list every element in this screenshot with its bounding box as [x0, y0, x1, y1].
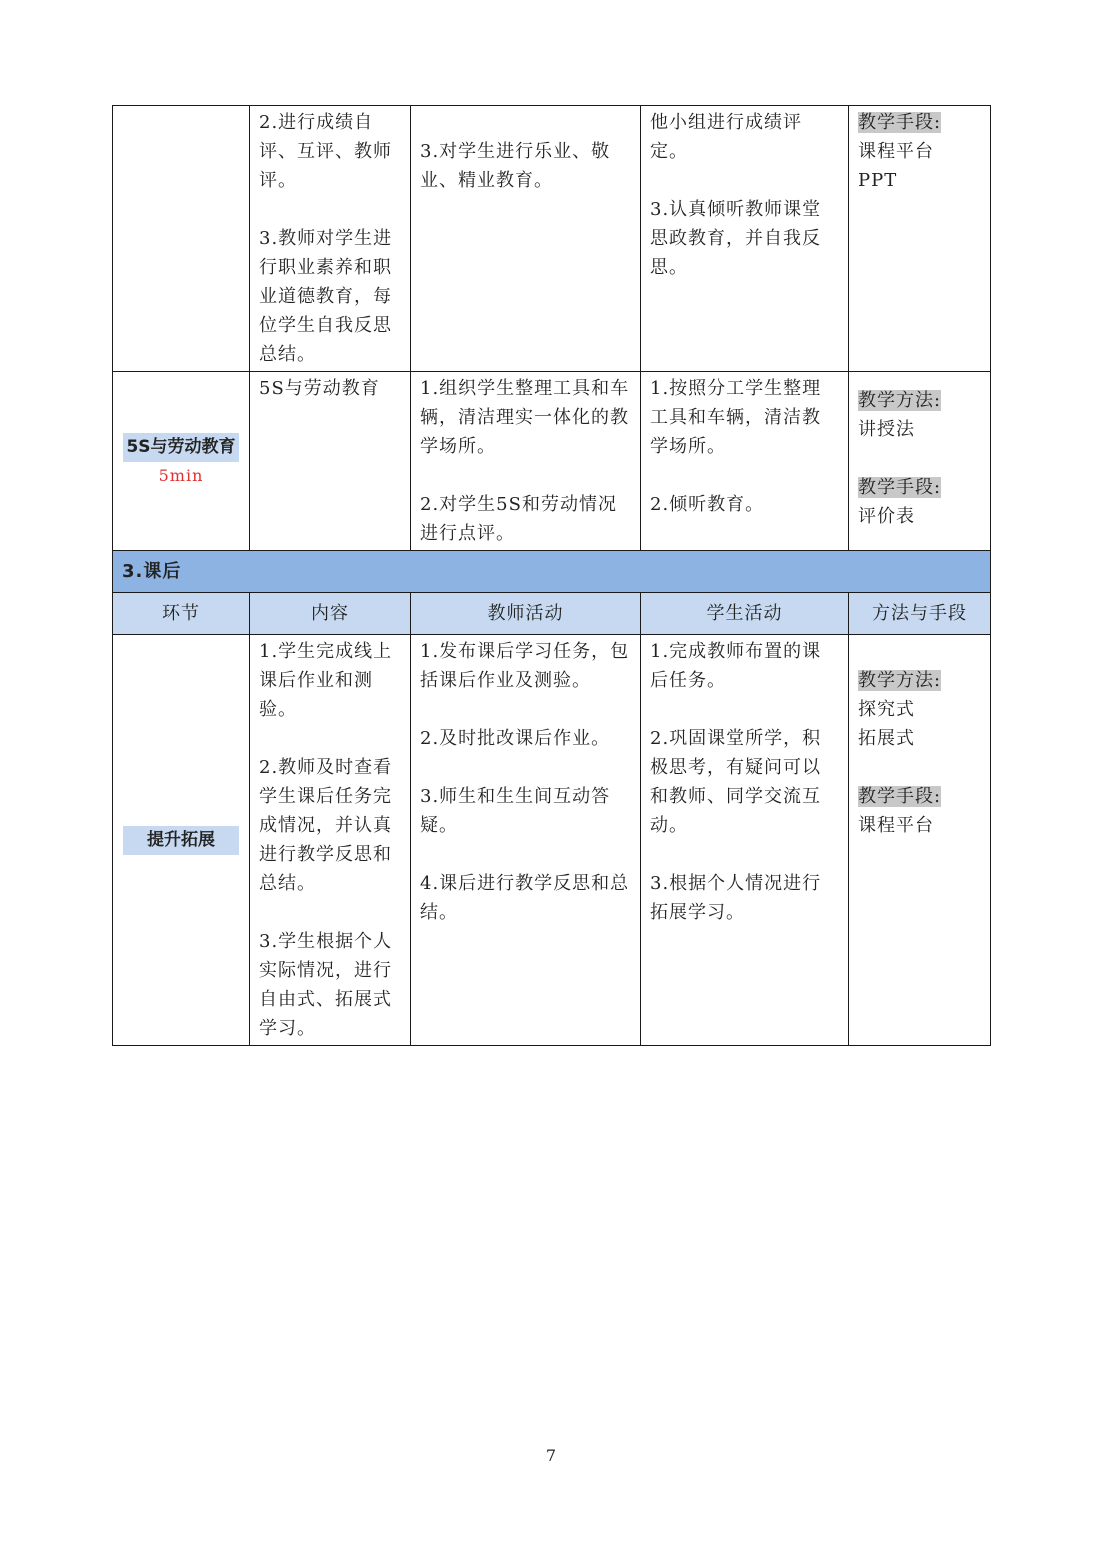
method-cell: [849, 372, 991, 551]
student-activity-cell: [641, 635, 849, 1046]
column-header: 内容: [250, 593, 411, 635]
method-item: 讲授法: [858, 419, 915, 440]
column-header: 教师活动: [411, 593, 641, 635]
student-paragraph: 2.巩固课堂所学，积极思考，有疑问可以和教师、同学交流互动。: [650, 728, 822, 836]
method-label: 教学手段:: [858, 477, 942, 498]
method-item: 探究式: [858, 699, 915, 720]
content-paragraph: 2.进行成绩自评、互评、教师评。: [259, 112, 392, 191]
student-paragraph: 3.认真倾听教师课堂思政教育，并自我反思。: [650, 199, 822, 278]
teacher-activity-cell: [411, 372, 641, 551]
teacher-paragraph: 2.及时批改课后作业。: [420, 728, 611, 749]
stage-cell-empty: [113, 106, 250, 372]
method-label: 教学手段:: [858, 112, 942, 133]
content-cell: [250, 372, 411, 551]
method-label: 教学方法:: [858, 390, 942, 411]
stage-label: 5S与劳动教育: [123, 433, 239, 462]
method-label: 教学手段:: [858, 786, 942, 807]
content-paragraph: 5S与劳动教育: [259, 378, 380, 399]
section-title: 3.课后: [113, 551, 991, 593]
teacher-paragraph: 3.对学生进行乐业、敬业、精业教育。: [420, 141, 611, 191]
method-item: 拓展式: [858, 728, 915, 749]
method-cell: [849, 106, 991, 372]
student-paragraph: 1.按照分工学生整理工具和车辆，清洁教学场所。: [650, 378, 822, 457]
table-row: [113, 106, 991, 372]
method-cell: [849, 635, 991, 1046]
method-item: PPT: [858, 170, 898, 191]
stage-cell: [113, 372, 250, 551]
stage-label: 提升拓展: [123, 826, 239, 855]
stage-cell: [113, 635, 250, 1046]
teacher-paragraph: 1.组织学生整理工具和车辆，清洁理实一体化的教学场所。: [420, 378, 630, 457]
content-paragraph: 3.学生根据个人实际情况，进行自由式、拓展式学习。: [259, 931, 393, 1039]
column-header-row: [113, 593, 991, 635]
student-paragraph: 1.完成教师布置的课后任务。: [650, 641, 822, 691]
teacher-paragraph: 1.发布课后学习任务，包括课后作业及测验。: [420, 641, 630, 691]
teacher-paragraph: 4.课后进行教学反思和总结。: [420, 873, 630, 923]
teacher-paragraph: 3.师生和生生间互动答疑。: [420, 786, 611, 836]
student-paragraph: 他小组进行成绩评定。: [650, 112, 802, 162]
method-item: 课程平台: [858, 815, 934, 836]
student-activity-cell: [641, 106, 849, 372]
content-paragraph: 1.学生完成线上课后作业和测验。: [259, 641, 393, 720]
teacher-activity-cell: [411, 106, 641, 372]
method-item: 评价表: [858, 506, 915, 527]
stage-duration: 5min: [158, 465, 204, 485]
student-paragraph: 2.倾听教育。: [650, 494, 765, 515]
method-item: 课程平台: [858, 141, 934, 162]
table-row: [113, 372, 991, 551]
column-header: 环节: [113, 593, 250, 635]
table-row: [113, 635, 991, 1046]
student-activity-cell: [641, 372, 849, 551]
student-paragraph: 3.根据个人情况进行拓展学习。: [650, 873, 822, 923]
lesson-plan-table: [112, 105, 991, 1046]
content-cell: [250, 106, 411, 372]
page-number: 7: [545, 1446, 557, 1465]
section-header-row: [113, 551, 991, 593]
teacher-paragraph: 2.对学生5S和劳动情况进行点评。: [420, 494, 617, 544]
content-paragraph: 3.教师对学生进行职业素养和职业道德教育，每位学生自我反思总结。: [259, 228, 393, 365]
column-header: 方法与手段: [849, 593, 991, 635]
column-header: 学生活动: [641, 593, 849, 635]
content-cell: [250, 635, 411, 1046]
content-paragraph: 2.教师及时查看学生课后任务完成情况，并认真进行教学反思和总结。: [259, 757, 393, 894]
teacher-activity-cell: [411, 635, 641, 1046]
method-label: 教学方法:: [858, 670, 942, 691]
